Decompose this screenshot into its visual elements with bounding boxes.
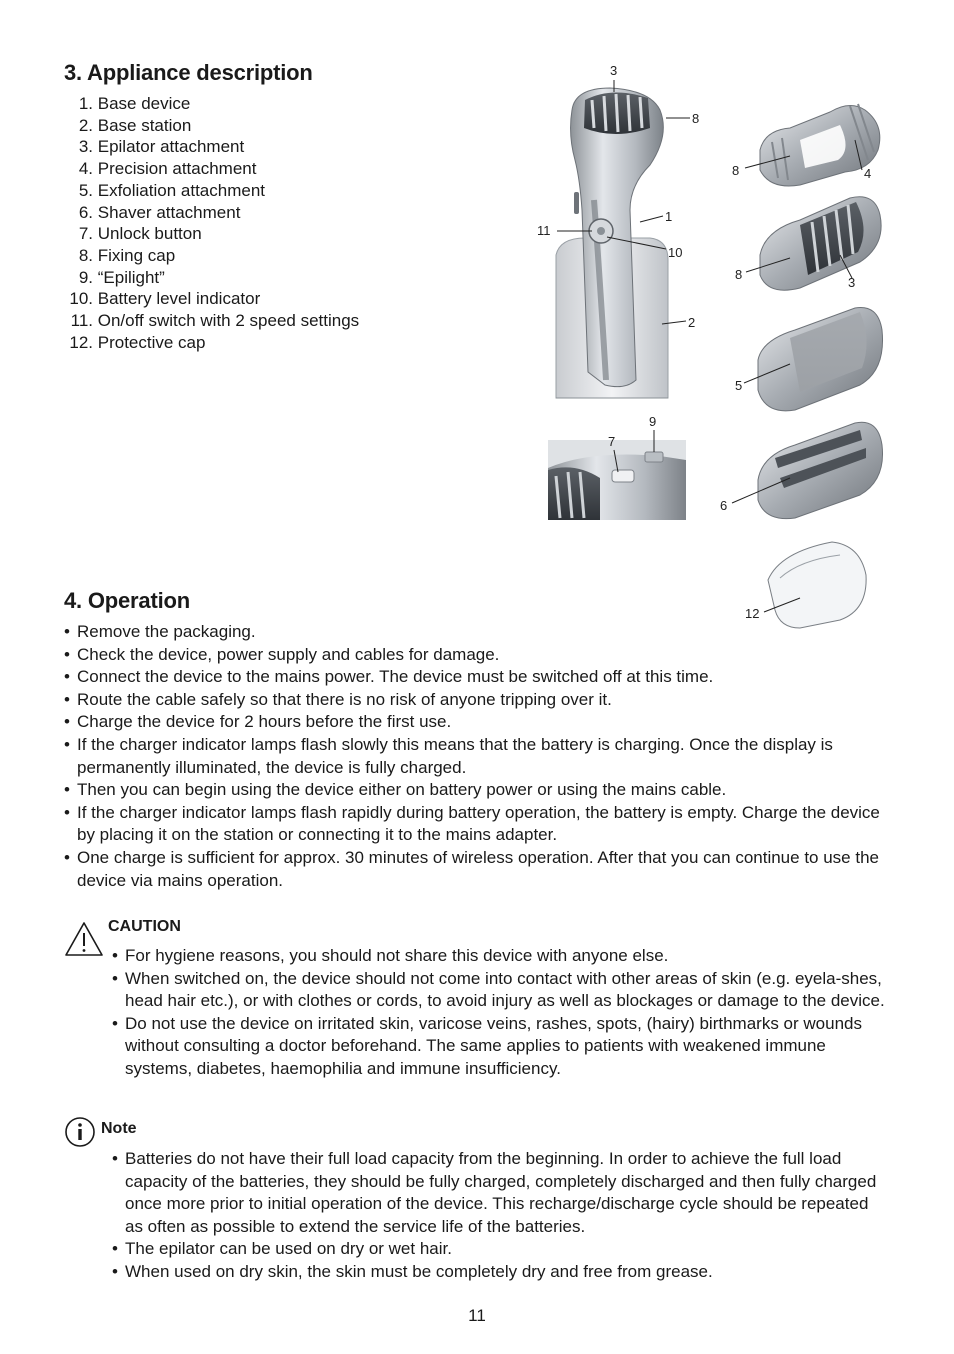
list-item: 1. Base device bbox=[78, 94, 191, 113]
list-item: • Connect the device to the mains power. The device must be switched off at this time. bbox=[62, 666, 892, 689]
callout-4: 4 bbox=[864, 166, 872, 181]
callout-3-top: 3 bbox=[610, 63, 618, 78]
list-item: • Do not use the device on irritated skin, varicose veins, rashes, spots, (hairy) birthmarks or wounds without consulting a doctor beforehand. The same applies to patients with weakened immune systems, diabetes, haemophilia and immune insufficiency. bbox=[110, 1013, 890, 1081]
parts-list bbox=[64, 93, 359, 353]
list-item: • Check the device, power supply and cables for damage. bbox=[62, 644, 892, 667]
note-label: Note bbox=[101, 1120, 137, 1137]
list-item: 5. Exfoliation attachment bbox=[78, 180, 265, 200]
callout-9: 9 bbox=[649, 414, 657, 429]
caution-list bbox=[110, 945, 890, 1081]
list-item: 4. Precision attachment bbox=[78, 159, 257, 179]
info-circle-icon bbox=[64, 1116, 96, 1148]
list-item: • Route the cable safely so that there is no risk of anyone tripping over it. bbox=[62, 689, 892, 712]
list-item: 6. Shaver attachment bbox=[78, 202, 241, 222]
callout-12: 12 bbox=[745, 606, 760, 621]
callout-10: 10 bbox=[668, 245, 683, 260]
inset-detail-drawing bbox=[548, 440, 686, 520]
callout-7: 7 bbox=[608, 434, 616, 449]
callout-3-epilator: 3 bbox=[848, 275, 856, 290]
exfoliation-attachment-drawing bbox=[758, 307, 883, 410]
callout-8-precision: 8 bbox=[732, 163, 740, 178]
list-item: • The epilator can be used on dry or wet hair. bbox=[110, 1238, 890, 1261]
protective-cap-drawing bbox=[768, 542, 866, 628]
shaver-attachment-drawing bbox=[758, 422, 883, 518]
list-item: 10. Battery level indicator bbox=[69, 289, 261, 309]
caution-label: CAUTION bbox=[108, 918, 181, 935]
callout-6: 6 bbox=[720, 498, 728, 513]
list-item: • When used on dry skin, the skin must be completely dry and free from grease. bbox=[110, 1261, 890, 1284]
list-item: 8. Fixing cap bbox=[78, 245, 176, 265]
list-item: • Remove the packaging. bbox=[62, 621, 892, 644]
list-item: • If the charger indicator lamps flash slowly this means that the battery is charging. Once the display is permanently illuminated, the device is fully charged. bbox=[62, 734, 892, 779]
operation-section-title: 4. Operation bbox=[64, 588, 190, 613]
callout-8-epilator: 8 bbox=[735, 267, 743, 282]
page-number: 11 bbox=[468, 1306, 486, 1325]
epilator-attachment-drawing bbox=[760, 197, 881, 290]
warning-triangle-icon bbox=[64, 921, 104, 957]
list-item: 3. Epilator attachment bbox=[78, 137, 245, 157]
list-item: 12. Protective cap bbox=[69, 332, 206, 352]
list-item: • Charge the device for 2 hours before the first use. bbox=[62, 711, 892, 734]
list-item: 2. Base station bbox=[78, 115, 192, 135]
list-item: 7. Unlock button bbox=[78, 224, 202, 244]
appliance-illustration bbox=[530, 55, 890, 640]
list-item: • One charge is sufficient for approx. 30 minutes of wireless operation. After that you can continue to use the device via mains operation. bbox=[62, 847, 892, 892]
callout-8-top: 8 bbox=[692, 111, 700, 126]
list-item: • When switched on, the device should not come into contact with other areas of skin (e.g. eyela-shes, head hair etc.), or with clothes or cords, to avoid injury as well as blockages or damage to the device. bbox=[110, 968, 890, 1013]
operation-list bbox=[62, 621, 892, 892]
list-item: • Batteries do not have their full load capacity from the beginning. In order to achieve the full load capacity of the batteries, they should be fully charged, completely discharged and then fully charged once more prior to initial operation of the device. This recharge/discharge cycle should be repeated as often as possible to extend the service life of the batteries. bbox=[110, 1148, 890, 1238]
precision-attachment-drawing bbox=[760, 104, 880, 186]
appliance-section-title: 3. Appliance description bbox=[64, 60, 313, 85]
callout-5: 5 bbox=[735, 378, 743, 393]
list-item: • Then you can begin using the device either on battery power or using the mains cable. bbox=[62, 779, 892, 802]
list-item: 9. “Epilight” bbox=[78, 267, 165, 287]
callout-1: 1 bbox=[665, 209, 673, 224]
note-list bbox=[110, 1148, 890, 1284]
list-item: 11. On/off switch with 2 speed settings bbox=[70, 311, 360, 331]
list-item: • For hygiene reasons, you should not share this device with anyone else. bbox=[110, 945, 890, 968]
callout-2: 2 bbox=[688, 315, 696, 330]
callout-11: 11 bbox=[537, 223, 551, 238]
list-item: • If the charger indicator lamps flash rapidly during battery operation, the battery is empty. Charge the device by placing it on the station or connecting it to the mains adapter. bbox=[62, 802, 892, 847]
